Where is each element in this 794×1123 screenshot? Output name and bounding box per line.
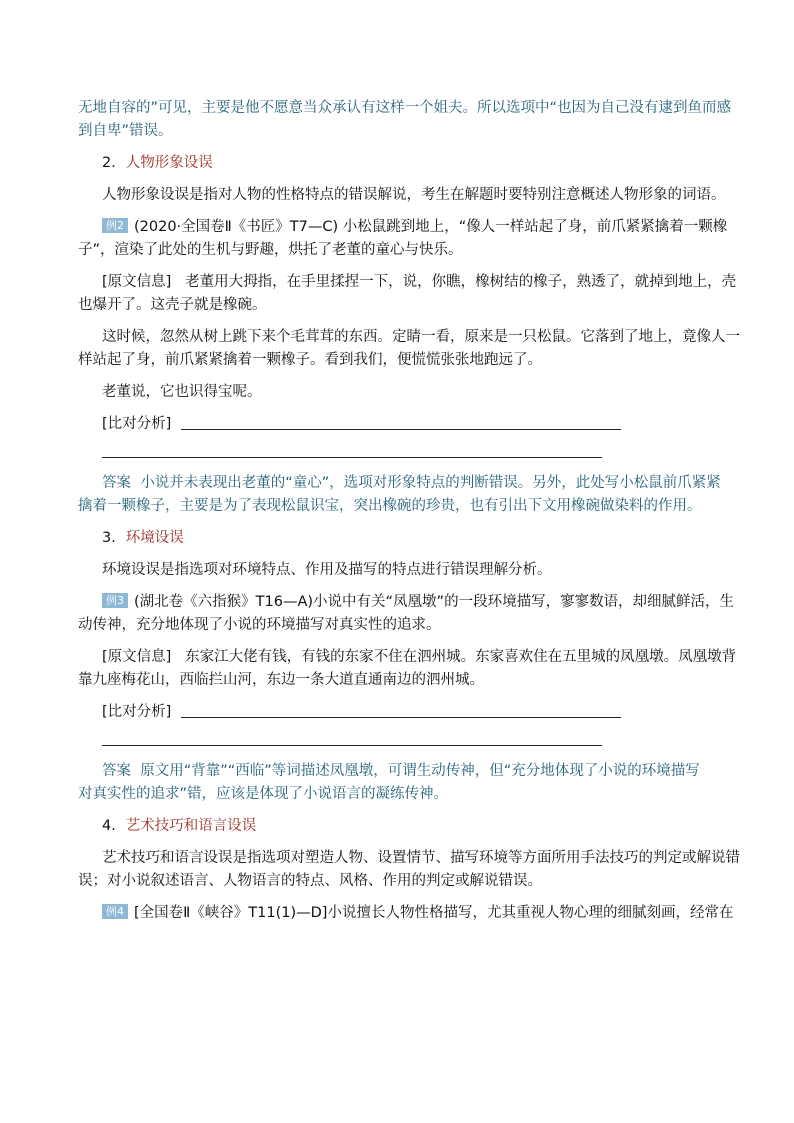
answer-blank[interactable] [102, 735, 602, 746]
example-line [78, 216, 728, 239]
section-title: 环境设误 [125, 530, 184, 546]
document-body [78, 97, 740, 925]
section-number: 2． [102, 155, 126, 171]
example-text: [全国卷Ⅱ《峡谷》T11(1)—D]小说擅长人物性格描写，尤其重视人物心理的细腻刻画，经常在 [134, 905, 734, 921]
section-heading [78, 815, 720, 838]
example-tag: 例3 [102, 593, 128, 608]
section-heading [78, 527, 720, 550]
paragraph-line: 到自卑”错误。 [78, 123, 173, 139]
paragraph-line [78, 97, 732, 120]
example-line [78, 902, 734, 925]
answer-line [78, 760, 720, 783]
source-text: 东家江大佬有钱，有钱的东家不住在泗州城。东家喜欢住在五里城的凤凰墩。凤凰墩背 [185, 649, 737, 665]
answer-blank[interactable] [102, 447, 602, 458]
section-intro: 艺术技巧和语言设误是指选项对塑造人物、设置情节、描写环境等方面所用手法技巧的判定或解说错 [102, 850, 740, 866]
example-text: 子”，渲染了此处的生机与野趣，烘托了老董的童心与快乐。 [78, 242, 463, 258]
answer-blank[interactable] [181, 415, 621, 430]
source-text: 老董用大拇指，在手里揉捏一下，说，你瞧，橡树结的橡子，熟透了，就掉到地上，壳 [185, 274, 737, 290]
source-text: 也爆开了。这壳子就是橡碗。 [78, 297, 267, 313]
source-text: 这时候，忽然从树上跳下来个毛茸茸的东西。定睛一看，原来是一只松鼠。它落到了地上，竟像人一 [102, 329, 740, 345]
example-line [78, 591, 735, 614]
answer-blank[interactable] [181, 703, 621, 718]
source-label: [原文信息] [102, 274, 172, 290]
compare-line [78, 413, 720, 436]
source-line [78, 646, 737, 669]
example-tag: 例2 [102, 218, 128, 233]
answer-text: 小说并未表现出老董的“童心”，选项对形象特点的判断错误。另外，此处写小松鼠前爪紧紧 [140, 475, 721, 491]
answer-label: 答案 [102, 475, 131, 491]
answer-text: 对真实性的追求”错，应该是体现了小说语言的凝练传神。 [78, 786, 449, 802]
source-label: [原文信息] [102, 649, 172, 665]
answer-line [78, 472, 720, 495]
source-line [78, 271, 737, 294]
compare-label: [比对分析] [102, 416, 172, 432]
source-text: 老董说，它也识得宝呢。 [102, 384, 262, 400]
answer-text: 原文用“背靠”“西临”等词描述凤凰墩，可谓生动传神，但“充分地体现了小说的环境描写 [140, 763, 700, 779]
answer-text: 无地自容的”可见， [78, 100, 202, 116]
example-tag: 例4 [102, 904, 128, 919]
compare-line [78, 701, 720, 724]
section-number: 3． [102, 530, 126, 546]
section-title: 艺术技巧和语言设误 [125, 818, 257, 834]
answer-text: 擒着一颗橡子，主要是为了表现松鼠识宝，突出橡碗的珍贵，也有引出下文用橡碗做染料的作用。 [78, 498, 702, 514]
section-intro: 误；对小说叙述语言、人物语言的特点、风格、作用的判定或解说错误。 [78, 873, 542, 889]
example-text: (2020·全国卷Ⅱ《书匠》T7—C) 小松鼠跳到地上，“像人一样站起了身，前爪紧紧擒着一颗橡 [134, 219, 728, 235]
example-text: (湖北卷《六指猴》T16—A)小说中有关“凤凰墩”的一段环境描写，寥寥数语，却细腻鲜活，生 [134, 594, 735, 610]
answer-text: 主要是他不愿意当众承认有这样一个姐夫。所以选项中“也因为自己没有逮到鱼而感 [201, 100, 732, 116]
answer-label: 答案 [102, 763, 131, 779]
compare-label: [比对分析] [102, 704, 172, 720]
section-intro: 环境设误是指选项对环境特点、作用及描写的特点进行错误理解分析。 [102, 562, 552, 578]
section-title: 人物形象设误 [125, 155, 213, 171]
section-number: 4． [102, 818, 126, 834]
source-text: 靠九座梅花山，西临拦山河，东边一条大道直通南边的泗州城。 [78, 672, 484, 688]
example-text: 动传神，充分地体现了小说的环境描写对真实性的追求。 [78, 617, 441, 633]
section-intro: 人物形象设误是指对人物的性格特点的错误解说，考生在解题时要特别注意概述人物形象的词语。 [102, 187, 726, 203]
section-heading [78, 152, 720, 175]
source-text: 样站起了身，前爪紧紧擒着一颗橡子。看到我们，便慌慌张张地跑远了。 [78, 352, 542, 368]
